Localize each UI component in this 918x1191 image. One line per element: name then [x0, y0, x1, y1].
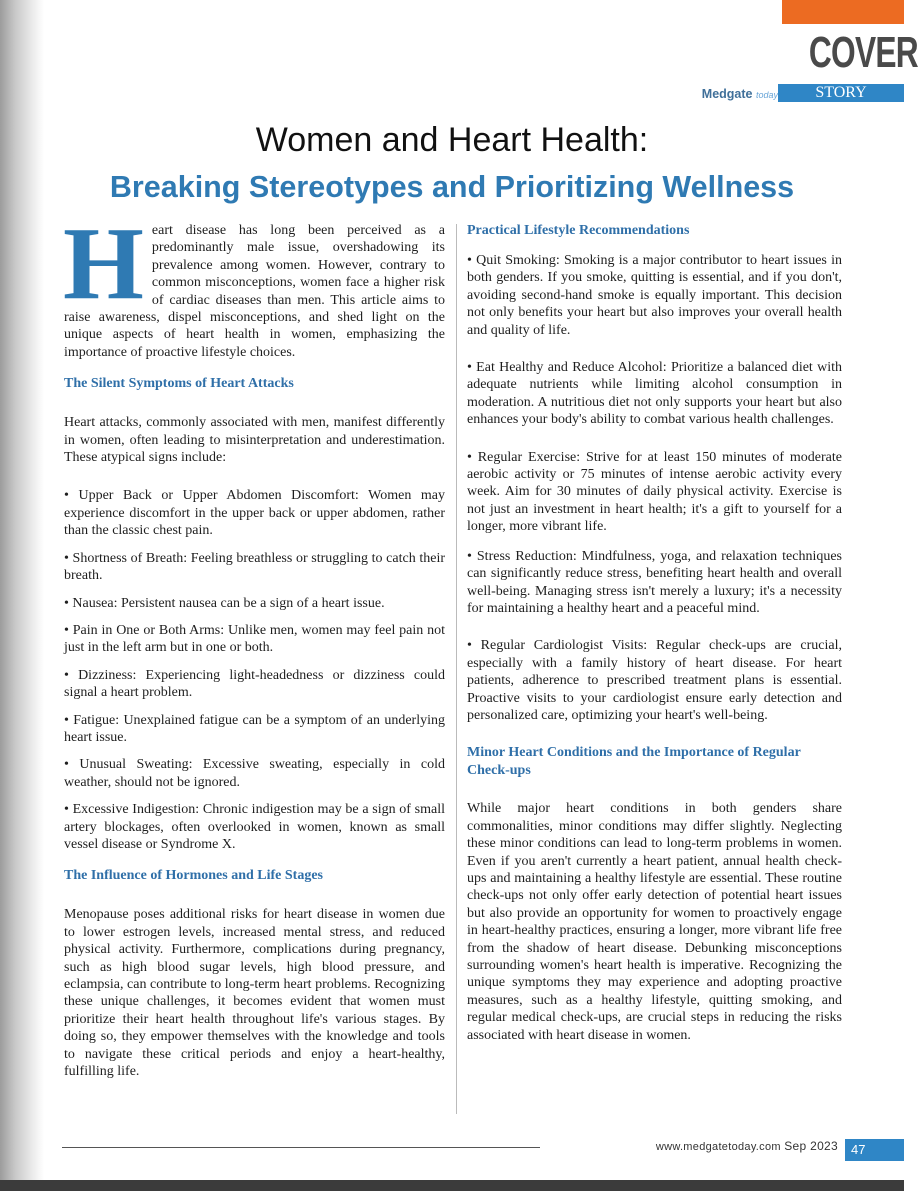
section-intro-silent-symptoms: Heart attacks, commonly associated with men, manifest differently in women, often leading to misinterpretation and underestimation. These atypical signs include:: [64, 415, 445, 466]
drop-cap: H: [63, 206, 144, 321]
recommendation-item: • Eat Healthy and Reduce Alcohol: Prioritize a balanced diet with adequate nutrients while limiting alcohol consumption in moderation. A nutritious diet not only supports your heart but also enhances your body's ability to combat various health challenges.: [467, 360, 842, 428]
recommendation-item: • Regular Exercise: Strive for at least 150 minutes of moderate aerobic activity or 75 minutes of intense aerobic activity every week. Aim for 30 minutes of daily physical activity. Exercise is not just an investment in heart health; it's a gift to yourself for a longer, more vibrant life.: [467, 449, 842, 535]
symptom-item: • Pain in One or Both Arms: Unlike men, women may feel pain not just in the left arm but in one or both.: [64, 622, 445, 656]
symptom-item: • Unusual Sweating: Excessive sweating, especially in cold weather, should not be ignored.: [64, 757, 445, 790]
section-label-story: STORY: [778, 84, 904, 102]
footer-rule: [62, 1147, 540, 1148]
section-heading-hormones: The Influence of Hormones and Life Stages: [64, 868, 323, 884]
symptom-item: • Nausea: Persistent nausea can be a sign of a heart issue.: [64, 595, 385, 611]
symptom-item: • Dizziness: Experiencing light-headedness or dizziness could signal a heart problem.: [64, 667, 445, 701]
symptom-item: • Upper Back or Upper Abdomen Discomfort: Women may experience discomfort in the upper back or upper abdomen, rather than the classic chest pain.: [64, 488, 445, 539]
recommendation-item: • Quit Smoking: Smoking is a major contributor to heart issues in both genders. If you smoke, quitting is essential, and if you don't, avoiding second-hand smoke is equally important. This decision not only benefits your heart but also improves your overall health and quality of life.: [467, 253, 842, 338]
column-divider: [456, 224, 457, 1114]
right-column: [467, 222, 842, 1054]
article-title: Women and Heart Health:: [255, 121, 649, 159]
section-body-minor-conditions: While major heart conditions in both genders share commonalities, minor conditions may differ slightly. Neglecting these minor conditions can lead to long-term problems in women. Even if you aren't currently a heart patient, annual health check-ups and maintaining a healthy lifestyle are essential. These routine check-ups not only offer early detection of potential heart issues but also provide an opportunity for women to proactively engage in heart-healthy practices, ensuring a longer, more vibrant life free from the shadow of heart disease. Debunking misconceptions surrounding women's heart health is imperative. Recognizing the unique symptoms they may experience and adopting proactive measures, such as a healthy lifestyle, quitting smoking, and regular medical check-ups, are crucial steps in reducing the risks associated with heart disease in women.: [467, 801, 842, 1043]
section-label-cover: COVER: [808, 28, 918, 77]
recommendation-item: • Regular Cardiologist Visits: Regular check-ups are crucial, especially with a family history of heart disease. For heart patients, adherence to prescribed treatment plans is essential. Proactive visits to your cardiologist ensure early detection and personalized care, optimizing your heart's well-being.: [467, 638, 842, 723]
brand-logo: [660, 87, 778, 101]
footer-issue-date: Sep 2023: [784, 1139, 838, 1153]
brand-suffix: today: [755, 90, 778, 100]
article-subtitle: Breaking Stereotypes and Prioritizing Wellness: [109, 170, 795, 204]
section-body-hormones: Menopause poses additional risks for heart disease in women due to lower estrogen levels, increased mental stress, and reduced physical activity. Furthermore, complications during pregnancy, such as high blood sugar levels, high blood pressure, and eclampsia, can contribute to long-term heart problems. Recognizing these unique challenges, it becomes evident that women must prioritize their heart health throughout life's various stages. By doing so, they empower themselves with the knowledge and tools to navigate these critical periods and enjoy a heart-healthy, fulfilling life.: [64, 907, 445, 1080]
intro-paragraph: [63, 206, 445, 361]
bottom-edge-bar: [0, 1180, 904, 1191]
section-heading-lifestyle: Practical Lifestyle Recommendations: [467, 223, 690, 238]
page-number: 47: [845, 1139, 904, 1161]
recommendation-item: • Stress Reduction: Mindfulness, yoga, and relaxation techniques can significantly reduce stress, benefiting heart health and overall well-being. Managing stress isn't merely a luxury; it's a necessity for maintaining a healthy heart and a peaceful mind.: [467, 548, 842, 616]
brand-name: Medgate: [701, 87, 753, 101]
cover-accent-bar: [782, 0, 904, 24]
symptom-item: • Excessive Indigestion: Chronic indigestion may be a sign of small artery blockages, often overlooked in women, known as small vessel disease or Syndrome X.: [64, 802, 445, 852]
intro-text: eart disease has long been perceived as a predominantly male issue, overshadowing its prevalence among women. However, contrary to common misconceptions, women face a higher risk of cardiac diseases than men. This article aims to raise awareness, dispel misconceptions, and shed light on the unique aspects of heart health in women, emphasizing the importance of proactive lifestyle choices.: [64, 223, 445, 360]
section-heading-minor-conditions: Minor Heart Conditions and the Importance of Regular Check-ups: [467, 745, 801, 779]
section-heading-silent-symptoms: The Silent Symptoms of Heart Attacks: [64, 376, 294, 392]
symptom-item: • Shortness of Breath: Feeling breathless or struggling to catch their breath.: [64, 550, 445, 584]
symptom-item: • Fatigue: Unexplained fatigue can be a symptom of an underlying heart issue.: [64, 712, 445, 745]
footer-credit: [600, 1139, 838, 1153]
left-column: [63, 206, 445, 1090]
footer-website: www.medgatetoday.com: [655, 1141, 781, 1153]
